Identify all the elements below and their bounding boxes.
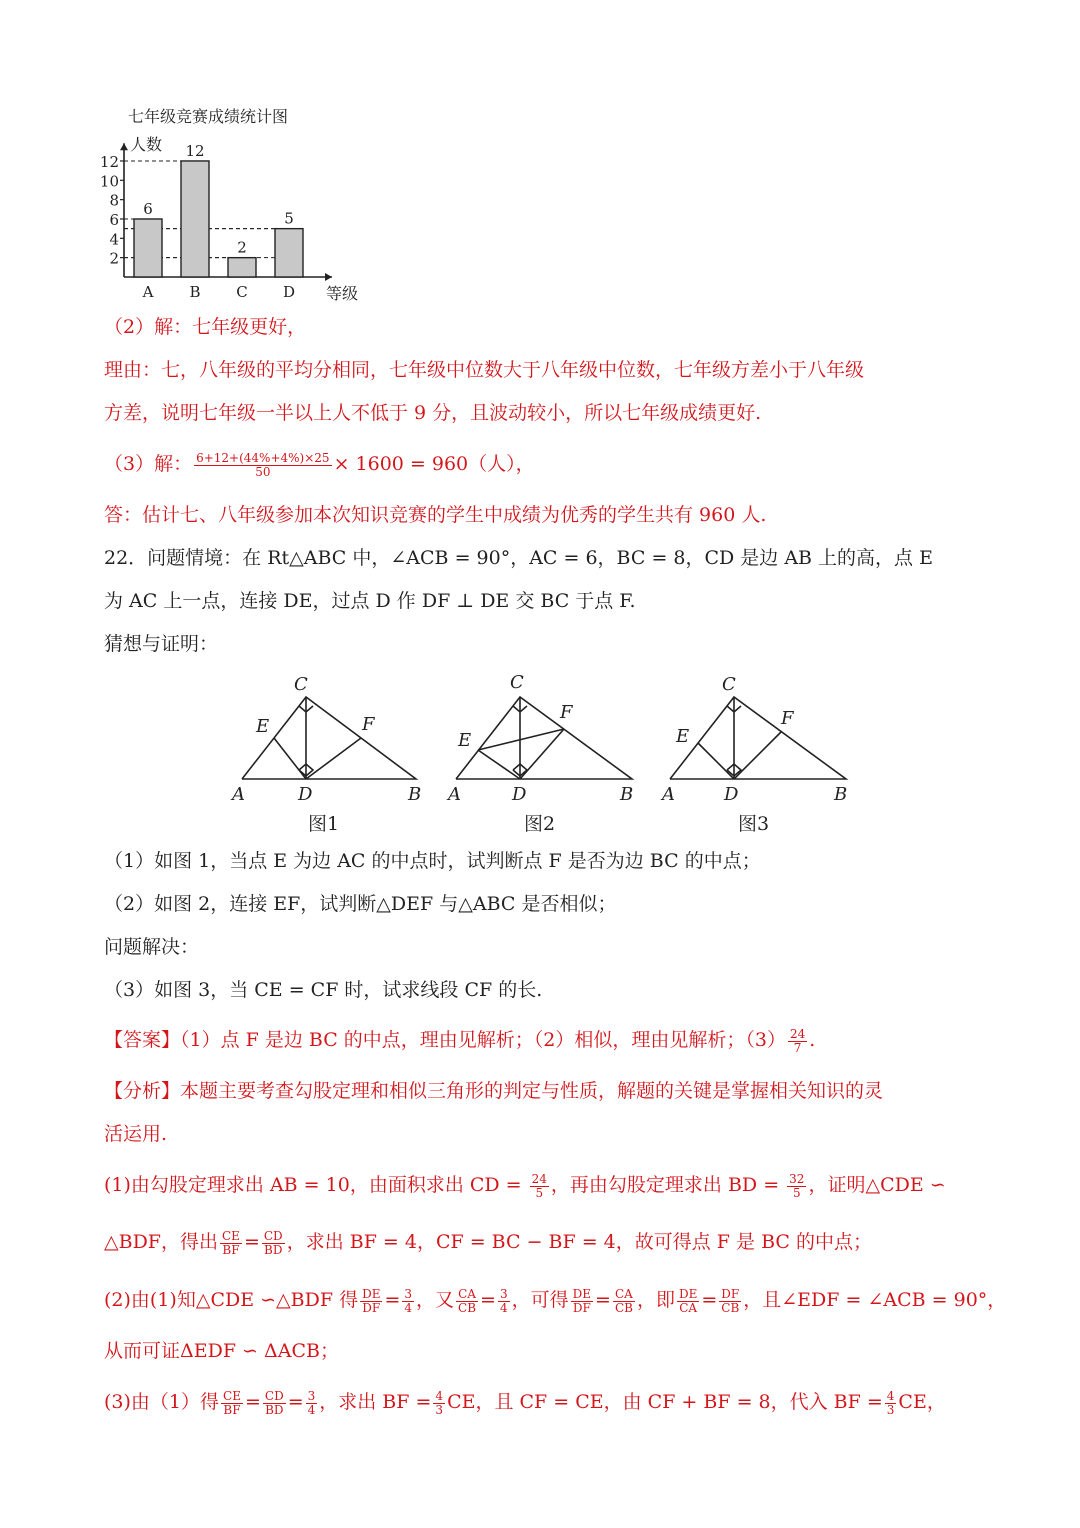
answer-line <box>104 1027 815 1055</box>
a2-frac5-den: DF <box>572 1300 591 1315</box>
a1-frac1-num: 24 <box>531 1171 547 1186</box>
sol3-rest: × 1600 = 960（人）， <box>333 453 535 475</box>
a1-frac2 <box>787 1173 806 1200</box>
a2-frac6-num: CA <box>613 1288 635 1302</box>
fig1-label-f: F <box>362 714 375 735</box>
sol3-answer: 答：估计七、八年级参加本次知识竞赛的学生中成绩为优秀的学生共有 960 人. <box>104 504 767 526</box>
chart-data-label: 5 <box>284 209 294 228</box>
fig2-label-c: C <box>510 672 524 693</box>
sol2-line3: 方差，说明七年级一半以上人不低于 9 分，且波动较小，所以七年级成绩更好. <box>104 402 762 424</box>
a1b-text2: ，求出 BF = 4，CF = BC − BF = 4，故可得点 F 是 BC 的中点； <box>286 1231 872 1253</box>
fig3-label-a: A <box>662 784 675 805</box>
figure-2 <box>456 697 632 779</box>
analysis-a2 <box>104 1287 1006 1315</box>
a2-frac1 <box>360 1288 382 1315</box>
chart-bar <box>181 161 209 277</box>
a2-eq4: = <box>701 1289 718 1311</box>
sol3-frac-num: 6+12+(44%+4%)×25 <box>196 450 330 465</box>
a3-eq1: = <box>244 1391 261 1413</box>
fig1-label-d: D <box>298 784 313 805</box>
answer-text: 【答案】（1）点 F 是边 BC 的中点，理由见解析；（2）相似，理由见解析；（3） <box>104 1029 786 1051</box>
a1-frac2-num: 32 <box>789 1171 805 1186</box>
analysis-l2: 活运用. <box>104 1123 168 1145</box>
a2-frac6-den: CB <box>614 1300 633 1315</box>
a1-text2: ，再由勾股定理求出 BD = <box>550 1174 780 1196</box>
figure-1-labels <box>230 674 421 805</box>
a2-frac2 <box>402 1288 414 1315</box>
fig1-df <box>306 738 361 779</box>
fig2-caption: 图2 <box>524 813 556 835</box>
fig3-caption: 图3 <box>738 813 770 835</box>
a2-frac5-num: DE <box>572 1286 592 1301</box>
q22-p-title: 问题解决： <box>104 936 200 958</box>
chart-ytick-label: 12 <box>99 152 119 171</box>
a3-frac2 <box>263 1390 286 1417</box>
sol3-frac-den: 50 <box>255 464 271 479</box>
fig1-label-b: B <box>408 784 422 805</box>
analysis-a1 <box>104 1172 946 1200</box>
chart-data-label: 6 <box>143 199 153 218</box>
a2-frac4 <box>498 1288 510 1315</box>
fig2-label-d: D <box>512 784 527 805</box>
chart-ytick-label: 6 <box>109 210 119 229</box>
a3-frac5 <box>885 1390 897 1417</box>
q22-line1: 22．问题情境：在 Rt△ABC 中，∠ACB = 90°，AC = 6，BC = 8，CD 是边 AB 上的高，点 E <box>104 547 933 569</box>
a1-text3: ，证明△CDE ∽ <box>808 1174 946 1196</box>
chart-x-arrow <box>325 273 332 281</box>
a2-frac8-num: DF <box>719 1288 741 1302</box>
a2-frac7 <box>677 1288 699 1315</box>
a1b-text1: △BDF，得出 <box>104 1231 218 1253</box>
a2-frac7-num: DE <box>678 1286 698 1301</box>
fig3-label-f: F <box>781 708 794 729</box>
chart-data-label: 2 <box>237 238 247 257</box>
a3-eq2: = <box>287 1391 304 1413</box>
a3-frac3 <box>306 1390 318 1417</box>
fig1-caption: 图1 <box>308 813 340 835</box>
chart-category-label: B <box>189 283 201 301</box>
chart-category-label: A <box>142 283 154 301</box>
fig1-label-e: E <box>256 716 270 737</box>
chart-bar <box>275 229 303 277</box>
a2-frac6 <box>613 1288 635 1315</box>
sol2-line1: （2）解：七年级更好， <box>104 316 307 338</box>
chart-ytick-label: 8 <box>109 191 119 210</box>
a2-text1: (2)由(1)知△CDE ∽△BDF 得 <box>104 1289 359 1311</box>
a2-text3: ，可得 <box>511 1289 569 1311</box>
answer-frac-num: 24 <box>789 1026 806 1041</box>
chart-category-label: D <box>282 283 296 301</box>
fig3-label-b: B <box>834 784 848 805</box>
chart-ytick-label: 2 <box>109 249 119 268</box>
bar-chart <box>98 100 368 308</box>
a2-frac3-den: CB <box>458 1300 477 1315</box>
chart-bar <box>134 219 162 277</box>
a1b-frac2-num: CD <box>263 1228 283 1243</box>
a3-frac2-den: BD <box>265 1402 284 1417</box>
fig3-label-e: E <box>676 726 690 747</box>
analysis-a1b <box>104 1229 872 1257</box>
fig2-label-f: F <box>560 702 573 723</box>
answer-tail: . <box>809 1029 816 1051</box>
a2-frac1-den: DF <box>362 1300 381 1315</box>
a1-text1: (1)由勾股定理求出 AB = 10，由面积求出 CD = <box>104 1174 522 1196</box>
a3-frac4-num: 4 <box>435 1388 444 1403</box>
a1b-frac2 <box>262 1230 285 1257</box>
chart-category-label: C <box>236 283 248 301</box>
sol3-fraction <box>194 452 331 479</box>
a1-frac1-den: 5 <box>535 1185 544 1200</box>
answer-fraction <box>788 1028 807 1055</box>
fig2-label-b: B <box>620 784 634 805</box>
fig1-label-a: A <box>232 784 245 805</box>
a3-frac4-den: 3 <box>435 1402 444 1417</box>
a2-text5: ，且∠EDF = ∠ACB = 90°， <box>743 1289 1007 1311</box>
a3-frac1 <box>221 1390 243 1417</box>
a2-frac5 <box>571 1288 593 1315</box>
chart-ytick-label: 10 <box>99 172 119 191</box>
a2-frac2-den: 4 <box>404 1300 413 1315</box>
chart-xlabel: 等级 <box>326 284 359 303</box>
a2-frac3-num: CA <box>456 1288 478 1302</box>
fig3-df <box>734 732 781 779</box>
fig3-label-c: C <box>722 674 736 695</box>
fig1-label-c: C <box>294 674 308 695</box>
a3-frac5-den: 3 <box>886 1402 895 1417</box>
a1-frac2-den: 5 <box>792 1185 801 1200</box>
a1b-frac1-num: CE <box>222 1228 240 1243</box>
chart-data-label: 12 <box>185 141 205 160</box>
sol3-prefix: （3）解： <box>104 453 193 475</box>
q22-line3: 猜想与证明： <box>104 633 219 655</box>
chart-ytick-label: 4 <box>109 230 119 249</box>
a2-text4: ，即 <box>636 1289 675 1311</box>
a3-text3: CE，且 CF = CE，由 CF + BF = 8，代入 BF = <box>447 1391 883 1413</box>
a3-text2: ，求出 BF = <box>319 1391 432 1413</box>
a1b-frac1-den: BF <box>222 1242 240 1257</box>
a3-frac4 <box>433 1390 445 1417</box>
a3-frac3-num: 3 <box>307 1388 316 1403</box>
a3-text4: CE， <box>898 1391 946 1413</box>
analysis-a2b: 从而可证ΔEDF ∽ ΔACB； <box>104 1340 339 1362</box>
fig2-label-e: E <box>458 730 472 751</box>
fig1-triangle <box>242 697 416 779</box>
fig2-label-a: A <box>448 784 461 805</box>
fig3-label-d: D <box>724 784 739 805</box>
figure-1 <box>242 697 416 779</box>
answer-frac-den: 7 <box>793 1040 802 1055</box>
a2-frac4-den: 4 <box>499 1300 508 1315</box>
a2-eq1: = <box>384 1289 401 1311</box>
q22-line2: 为 AC 上一点，连接 DE，过点 D 作 DF ⊥ DE 交 BC 于点 F. <box>104 590 636 612</box>
fig3-triangle <box>670 697 846 779</box>
a2-frac3 <box>456 1288 478 1315</box>
a2-frac8-den: CB <box>721 1300 740 1315</box>
fig3-de <box>698 743 734 779</box>
chart-bars <box>134 142 303 277</box>
chart-bar <box>228 258 256 277</box>
a2-eq3: = <box>595 1289 611 1311</box>
a1b-frac2-den: BD <box>264 1242 283 1257</box>
figure-3-labels <box>660 674 847 805</box>
a1-frac1 <box>530 1173 549 1200</box>
a2-text2: ，又 <box>416 1289 455 1311</box>
a1b-eq: = <box>243 1231 260 1253</box>
a3-frac2-num: CD <box>264 1388 284 1403</box>
chart-ylabel: 人数 <box>130 135 163 154</box>
a3-frac1-num: CE <box>223 1388 241 1403</box>
figure-3 <box>670 697 846 779</box>
a2-frac7-den: CA <box>679 1300 698 1315</box>
chart-title: 七年级竞赛成绩统计图 <box>128 107 289 126</box>
a3-frac5-num: 4 <box>886 1388 895 1403</box>
a3-frac1-den: BF <box>223 1402 241 1417</box>
a2-frac8 <box>719 1288 741 1315</box>
a3-frac3-den: 4 <box>307 1402 316 1417</box>
fig2-triangle <box>456 697 632 779</box>
analysis-a3 <box>104 1389 946 1417</box>
analysis-l1: 【分析】本题主要考查勾股定理和相似三角形的判定与性质，解题的关键是掌握相关知识的灵 <box>104 1080 884 1102</box>
a2-frac1-num: DE <box>362 1286 381 1301</box>
geometry-figures <box>228 668 868 840</box>
fig2-df <box>520 729 564 779</box>
a2-frac4-num: 3 <box>499 1286 508 1301</box>
sol2-line2: 理由：七，八年级的平均分相同，七年级中位数大于八年级中位数，七年级方差小于八年级 <box>104 359 865 381</box>
figure-2-labels <box>446 672 633 805</box>
q22-p1: （1）如图 1，当点 E 为边 AC 的中点时，试判断点 F 是否为边 BC 的中点； <box>104 850 761 872</box>
a2-eq2: = <box>480 1289 496 1311</box>
fig2-ef <box>478 729 564 750</box>
chart-y-arrow <box>120 143 128 150</box>
sol3-line <box>104 451 535 479</box>
a1b-frac1 <box>220 1230 242 1257</box>
q22-p3: （3）如图 3，当 CE = CF 时，试求线段 CF 的长. <box>104 979 543 1001</box>
fig2-de <box>478 750 520 779</box>
a3-text1: (3)由（1）得 <box>104 1391 220 1413</box>
a2-frac2-num: 3 <box>404 1286 413 1301</box>
q22-p2: （2）如图 2，连接 EF，试判断△DEF 与△ABC 是否相似； <box>104 893 617 915</box>
